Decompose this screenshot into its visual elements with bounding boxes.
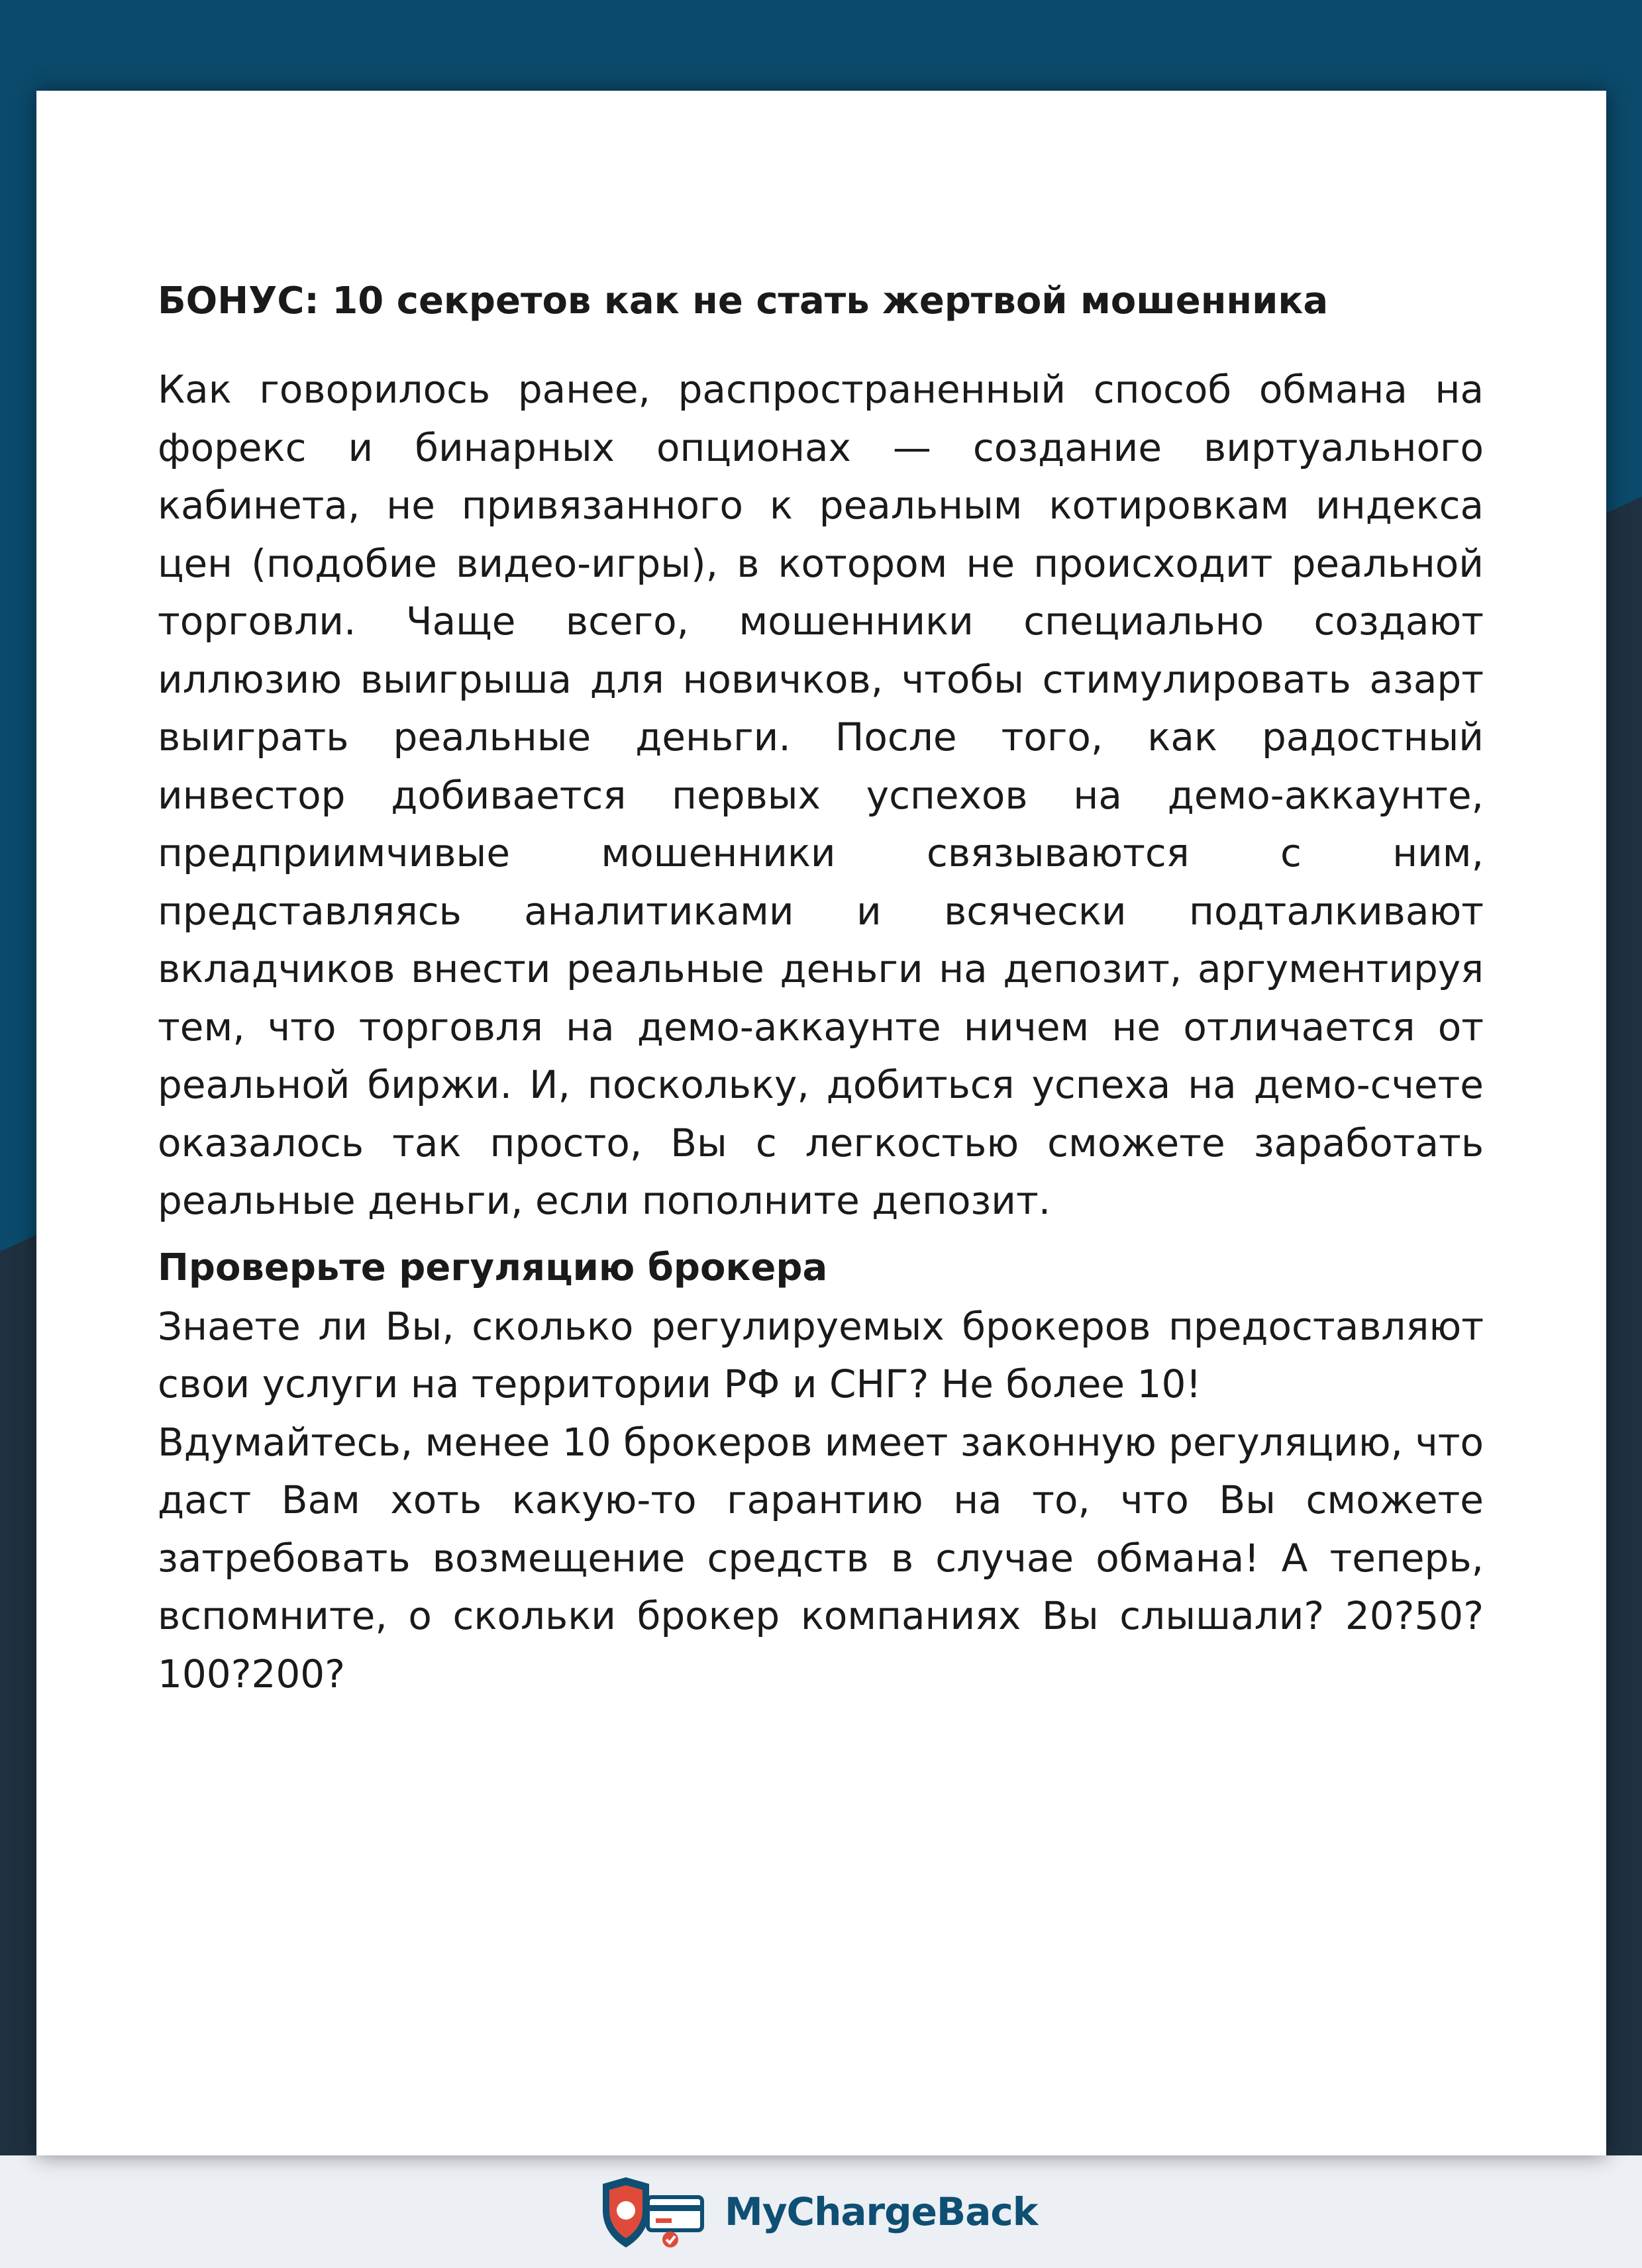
document-content	[158, 268, 1484, 1703]
section-heading: Проверьте регуляцию брокера	[158, 1246, 828, 1289]
brand-name-my: My	[725, 2189, 787, 2234]
paragraph-intro: Как говорилось ранее, распространенный способ обмана на форекс и бинарных опционах — создание виртуального кабинета, не привязанного к реальным котировкам индекса цен (подобие видео-игры), в котором не происходит реальной торговли. Чаще всего, мошенники специально создают иллюзию выигрыша для новичков, чтобы стимулировать азарт выиграть реальные деньги. После того, как радостный инвестор добивается первых успехов на демо-аккаунте, предприимчивые мошенники связываются с ним, представляясь аналитиками и всячески подталкивают вкладчиков внести реальные деньги на депозит, аргументируя тем, что торговля на демо-аккаунте ничем не отличается от реальной биржи. И, поскольку, добиться успеха на демо-счете оказалось так просто, Вы с легкостью сможете заработать реальные деньги, если пополните депозит.	[158, 367, 1484, 1223]
paragraph-conclusion: Вдумайтесь, менее 10 брокеров имеет законную регуляцию, что даст Вам хоть какую-то гарантию на то, что Вы сможете затребовать возмещение средств в случае обмана! А теперь, вспомните, о скольки брокер компаниях Вы слышали? 20?50?100?200?	[158, 1419, 1484, 1697]
brand-name-chargeback: ChargeBack	[786, 2189, 1038, 2234]
brand-name	[725, 2189, 1037, 2234]
paragraph-question: Знаете ли Вы, сколько регулируемых брокеров предоставляют свои услуги на территории РФ и СНГ? Не более 10!	[158, 1303, 1484, 1406]
document-title: БОНУС: 10 секретов как не стать жертвой мошенника	[158, 279, 1329, 322]
shield-card-icon	[596, 2172, 715, 2251]
brand-logo	[596, 2165, 1037, 2258]
